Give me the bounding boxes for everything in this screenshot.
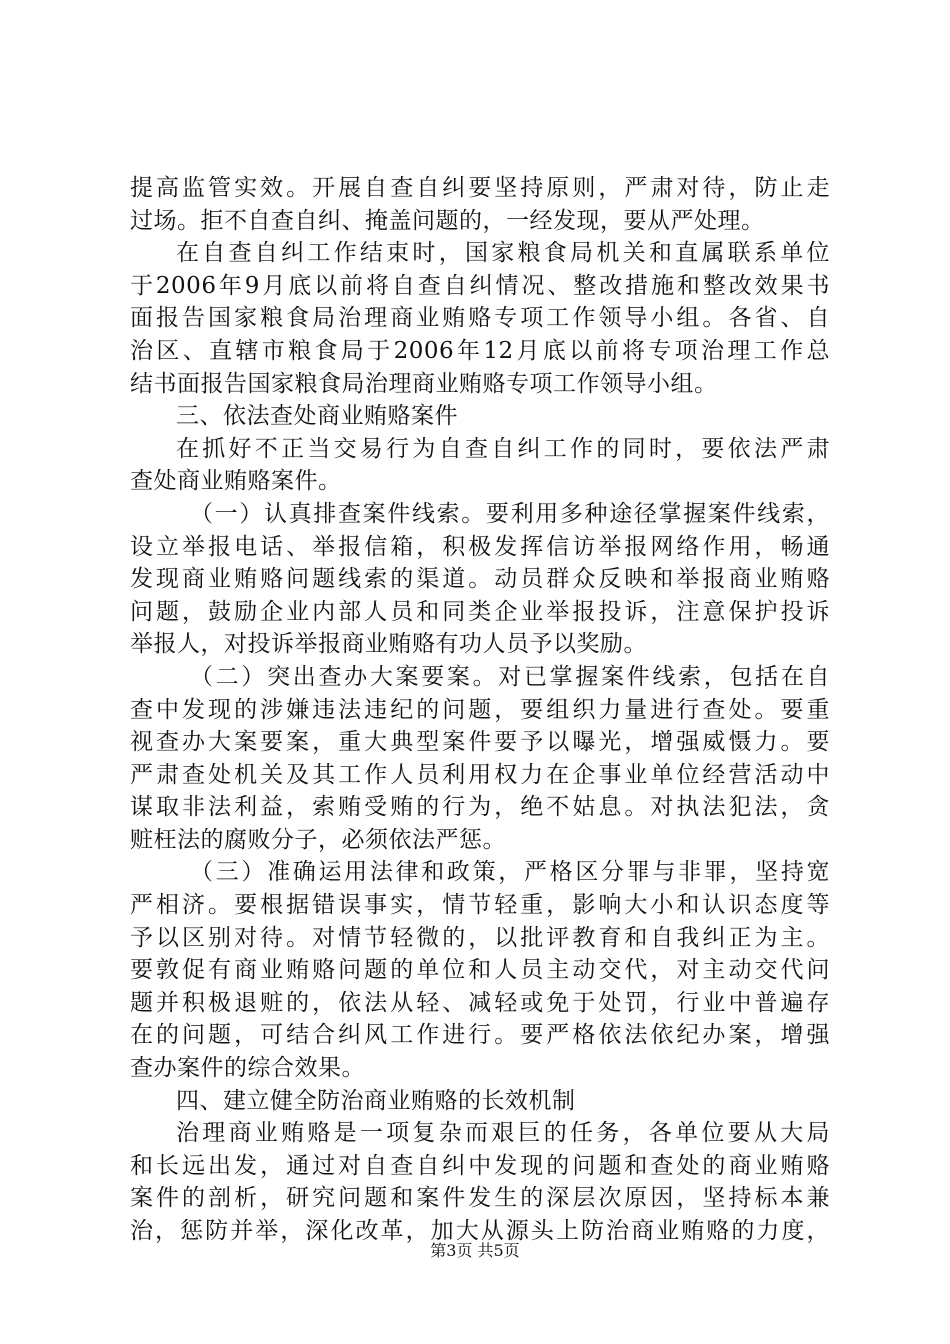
text-line: 查处商业贿赂案件。 [130,468,342,495]
text-line: 面报告国家粮食局治理商业贿赂专项工作领导小组。各省、自 [130,305,830,332]
text-line: 在的问题，可结合纠风工作进行。要严格依法依纪办案，增强 [130,1022,830,1049]
text-line: 发现商业贿赂问题线索的渠道。动员群众反映和举报商业贿赂 [130,566,830,593]
text-line: 题并积极退赃的，依法从轻、减轻或免于处罚，行业中普遍存 [130,989,830,1016]
text-line: 问题，鼓励企业内部人员和同类企业举报投诉，注意保护投诉 [130,598,830,625]
text-line: 在自查自纠工作结束时，国家粮食局机关和直属联系单位 [176,240,830,267]
text-line: 在抓好不正当交易行为自查自纠工作的同时，要依法严肃 [176,435,830,462]
text-line: 查办案件的综合效果。 [130,1055,365,1082]
text-line: 和长远出发，通过对自查自纠中发现的问题和查处的商业贿赂 [130,1152,830,1179]
text-line: 要敦促有商业贿赂问题的单位和人员主动交代，对主动交代问 [130,957,830,984]
text-line: （二）突出查办大案要案。对已掌握案件线索，包括在自 [190,663,830,690]
text-line: （三）准确运用法律和政策，严格区分罪与非罪，坚持宽 [190,859,830,886]
text-line: 于2006年9月底以前将自查自纠情况、整改措施和整改效果书 [130,272,830,299]
text-line: 赃枉法的腐败分子，必须依法严惩。 [130,826,506,853]
text-line: 查中发现的涉嫌违法违纪的问题，要组织力量进行查处。要重 [130,696,830,723]
text-line: 视查办大案要案，重大典型案件要予以曝光，增强威慑力。要 [130,729,830,756]
text-line: 举报人，对投诉举报商业贿赂有功人员予以奖励。 [130,631,647,658]
text-line: 三、依法查处商业贿赂案件 [176,403,458,430]
text-line: 严肃查处机关及其工作人员利用权力在企事业单位经营活动中 [130,761,830,788]
document-body [130,172,830,1248]
text-line: 过场。拒不自查自纠、掩盖问题的，一经发现，要从严处理。 [130,207,765,234]
text-line: 提高监管实效。开展自查自纠要坚持原则，严肃对待，防止走 [130,175,830,201]
text-line: 四、建立健全防治商业贿赂的长效机制 [176,1087,576,1114]
text-line: 治理商业贿赂是一项复杂而艰巨的任务，各单位要从大局 [176,1120,830,1147]
text-line: 严相济。要根据错误事实，情节轻重，影响大小和认识态度等 [130,892,830,919]
text-line: （一）认真排查案件线索。要利用多种途径掌握案件线索， [190,500,830,527]
page-footer: 第3页 共5页 [430,1241,520,1260]
text-line: 设立举报电话、举报信箱，积极发挥信访举报网络作用，畅通 [130,533,830,560]
text-line: 治，惩防并举，深化改革，加大从源头上防治商业贿赂的力度， [130,1218,830,1244]
text-line: 谋取非法利益，索贿受贿的行为，绝不姑息。对执法犯法，贪 [130,794,830,821]
text-line: 治区、直辖市粮食局于2006年12月底以前将专项治理工作总 [130,337,830,364]
text-line: 案件的剖析，研究问题和案件发生的深层次原因，坚持标本兼 [130,1185,830,1212]
text-line: 结书面报告国家粮食局治理商业贿赂专项工作领导小组。 [130,370,718,397]
text-line: 予以区别对待。对情节轻微的，以批评教育和自我纠正为主。 [130,924,830,951]
